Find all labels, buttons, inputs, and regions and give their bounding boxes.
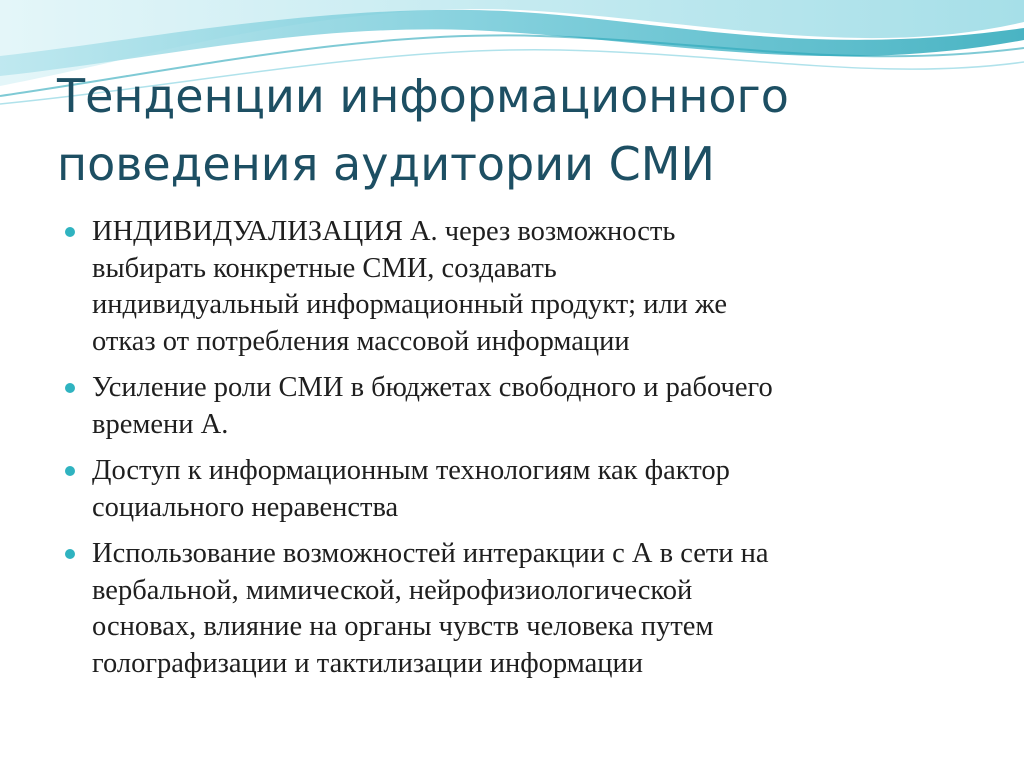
title-line: поведения аудитории СМИ [57,137,715,191]
bullet-text-line: Доступ к информационным технологиям как фактор [92,455,730,486]
bullet-text-line: социального неравенства [92,491,399,523]
bullet-text-line: голографизации и тактилизации информации [92,647,643,679]
bullet-text-line: индивидуальный информационный продукт; или же [92,289,728,320]
bullet-item [62,370,982,443]
bullet-text-line: отказ от потребления массовой информации [92,325,630,357]
bullet-text-line: времени А. [92,408,229,440]
bullet-dot-icon [65,383,75,393]
bullet-list [62,214,982,692]
bullet-text-line: Использование возможностей интеракции с А в сети на [92,538,769,569]
bullet-text-line: выбирать конкретные СМИ, создавать [92,252,557,284]
bullet-item [62,536,982,682]
bullet-text-line: основах, влияние на органы чувств человека путем [92,611,714,642]
bullet-dot-icon [65,466,75,476]
bullet-text-line: ИНДИВИДУАЛИЗАЦИЯ А. через возможность [92,216,676,247]
bullet-text-line: вербальной, мимической, нейрофизиологической [92,574,693,606]
bullet-item [62,453,982,526]
bullet-item [62,214,982,360]
bullet-dot-icon [65,227,75,237]
slide-title [57,62,987,198]
bullet-text-line: Усиление роли СМИ в бюджетах свободного и рабочего [92,372,773,403]
bullet-dot-icon [65,549,75,559]
title-line: Тенденции информационного [57,69,789,123]
